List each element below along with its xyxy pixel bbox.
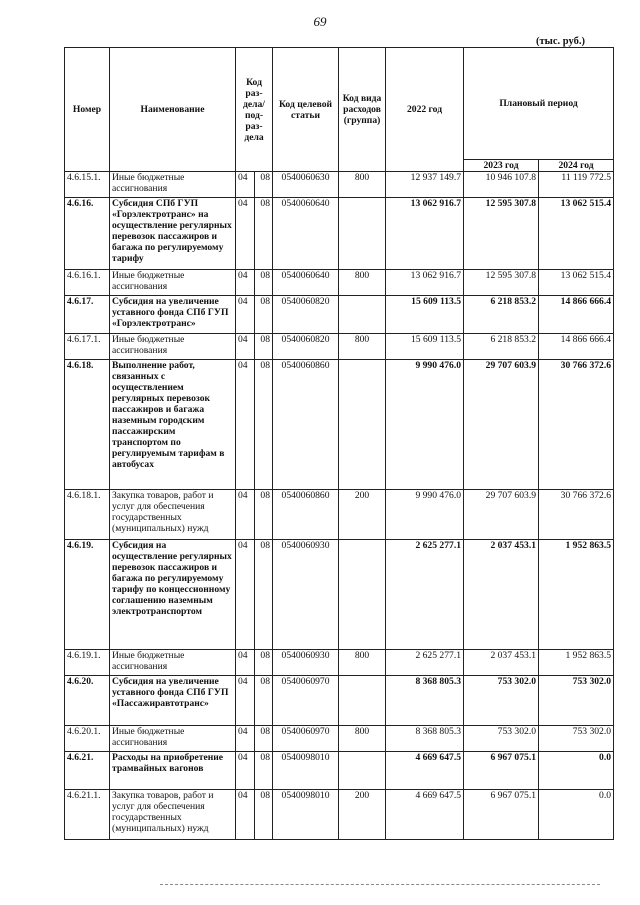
row-expense-cell (339, 752, 386, 790)
row-name-cell: Субсидия на увеличение уставного фонда СПб ГУП «Горэлектротранс» (110, 296, 236, 334)
row-2024-cell: 30 766 372.6 (539, 360, 614, 490)
row-2023-cell: 6 967 075.1 (464, 752, 539, 790)
row-target-cell: 0540060860 (273, 360, 339, 490)
row-target-cell: 0540060640 (273, 198, 339, 270)
row-expense-cell: 800 (339, 172, 386, 198)
row-expense-cell: 800 (339, 650, 386, 676)
row-number-cell: 4.6.15.1. (65, 172, 110, 198)
row-target-cell: 0540098010 (273, 790, 339, 840)
row-subsection-cell: 08 (255, 490, 273, 540)
header-planned: Плановый период (464, 48, 614, 160)
header-2023: 2023 год (464, 160, 539, 172)
row-subsection-cell: 08 (255, 540, 273, 650)
row-target-cell: 0540060930 (273, 540, 339, 650)
header-number: Номер (65, 48, 110, 172)
row-2024-cell: 1 952 863.5 (539, 540, 614, 650)
row-name-cell: Иные бюджетные ассигнования (110, 172, 236, 198)
row-2022-cell: 13 062 916.7 (386, 270, 464, 296)
row-subsection-cell: 08 (255, 790, 273, 840)
row-2023-cell: 10 946 107.8 (464, 172, 539, 198)
row-subsection-cell: 08 (255, 676, 273, 726)
row-2022-cell: 4 669 647.5 (386, 790, 464, 840)
row-number-cell: 4.6.20. (65, 676, 110, 726)
table-row (65, 296, 614, 334)
row-target-cell: 0540060820 (273, 334, 339, 360)
row-2023-cell: 29 707 603.9 (464, 490, 539, 540)
row-2023-cell: 6 967 075.1 (464, 790, 539, 840)
table-row (65, 650, 614, 676)
row-target-cell: 0540060630 (273, 172, 339, 198)
row-2023-cell: 753 302.0 (464, 676, 539, 726)
row-number-cell: 4.6.20.1. (65, 726, 110, 752)
table-row (65, 360, 614, 490)
row-expense-cell: 200 (339, 490, 386, 540)
row-2024-cell: 1 952 863.5 (539, 650, 614, 676)
row-target-cell: 0540060860 (273, 490, 339, 540)
header-target: Код целевой статьи (273, 48, 339, 172)
row-2024-cell: 0.0 (539, 752, 614, 790)
row-number-cell: 4.6.18. (65, 360, 110, 490)
row-section-cell: 04 (236, 198, 255, 270)
table-row (65, 540, 614, 650)
row-name-cell: Закупка товаров, работ и услуг для обеспечения государственных (муниципальных) нужд (110, 490, 236, 540)
row-name-cell: Субсидия СПб ГУП «Горэлектротранс» на осуществление регулярных перевозок пассажиров и багажа по регулируемому тарифу (110, 198, 236, 270)
row-number-cell: 4.6.21.1. (65, 790, 110, 840)
row-name-cell: Субсидия на увеличение уставного фонда СПб ГУП «Пассажиравтотранс» (110, 676, 236, 726)
row-2024-cell: 13 062 515.4 (539, 270, 614, 296)
table-row (65, 790, 614, 840)
row-name-cell: Иные бюджетные ассигнования (110, 650, 236, 676)
row-2023-cell: 6 218 853.2 (464, 334, 539, 360)
row-2023-cell: 12 595 307.8 (464, 198, 539, 270)
row-subsection-cell: 08 (255, 270, 273, 296)
table-row (65, 270, 614, 296)
row-section-cell: 04 (236, 360, 255, 490)
row-2024-cell: 14 866 666.4 (539, 334, 614, 360)
row-2024-cell: 753 302.0 (539, 676, 614, 726)
row-target-cell: 0540060970 (273, 676, 339, 726)
row-2022-cell: 13 062 916.7 (386, 198, 464, 270)
row-2024-cell: 0.0 (539, 790, 614, 840)
row-2023-cell: 29 707 603.9 (464, 360, 539, 490)
row-2022-cell: 12 937 149.7 (386, 172, 464, 198)
header-row (65, 48, 614, 160)
table-row (65, 490, 614, 540)
row-expense-cell: 800 (339, 726, 386, 752)
row-section-cell: 04 (236, 296, 255, 334)
row-target-cell: 0540098010 (273, 752, 339, 790)
row-2024-cell: 753 302.0 (539, 726, 614, 752)
row-2023-cell: 2 037 453.1 (464, 540, 539, 650)
row-section-cell: 04 (236, 540, 255, 650)
row-name-cell: Иные бюджетные ассигнования (110, 270, 236, 296)
row-name-cell: Расходы на приобретение трамвайных вагонов (110, 752, 236, 790)
table-row (65, 726, 614, 752)
row-number-cell: 4.6.17. (65, 296, 110, 334)
row-subsection-cell: 08 (255, 360, 273, 490)
row-target-cell: 0540060970 (273, 726, 339, 752)
header-section: Код раз-дела/ под-раз-дела (236, 48, 273, 172)
row-section-cell: 04 (236, 790, 255, 840)
row-name-cell: Иные бюджетные ассигнования (110, 726, 236, 752)
scan-artifact-line (160, 884, 600, 887)
row-expense-cell (339, 296, 386, 334)
row-number-cell: 4.6.18.1. (65, 490, 110, 540)
row-2022-cell: 15 609 113.5 (386, 334, 464, 360)
row-expense-cell (339, 676, 386, 726)
row-subsection-cell: 08 (255, 334, 273, 360)
row-2022-cell: 15 609 113.5 (386, 296, 464, 334)
header-name: Наименование (110, 48, 236, 172)
row-2024-cell: 14 866 666.4 (539, 296, 614, 334)
row-expense-cell (339, 540, 386, 650)
row-section-cell: 04 (236, 650, 255, 676)
table-row (65, 752, 614, 790)
row-subsection-cell: 08 (255, 296, 273, 334)
row-subsection-cell: 08 (255, 198, 273, 270)
row-number-cell: 4.6.21. (65, 752, 110, 790)
row-section-cell: 04 (236, 172, 255, 198)
row-section-cell: 04 (236, 752, 255, 790)
row-subsection-cell: 08 (255, 172, 273, 198)
row-expense-cell: 800 (339, 270, 386, 296)
budget-table (64, 47, 614, 840)
page-number: 69 (313, 14, 327, 29)
header-2024: 2024 год (539, 160, 614, 172)
row-2022-cell: 2 625 277.1 (386, 540, 464, 650)
row-2022-cell: 4 669 647.5 (386, 752, 464, 790)
row-target-cell: 0540060930 (273, 650, 339, 676)
row-expense-cell (339, 360, 386, 490)
table-row (65, 334, 614, 360)
header-expense: Код вида расходов (группа) (339, 48, 386, 172)
row-number-cell: 4.6.16.1. (65, 270, 110, 296)
row-section-cell: 04 (236, 270, 255, 296)
row-expense-cell (339, 198, 386, 270)
row-target-cell: 0540060820 (273, 296, 339, 334)
row-section-cell: 04 (236, 676, 255, 726)
row-section-cell: 04 (236, 490, 255, 540)
row-2022-cell: 9 990 476.0 (386, 360, 464, 490)
row-2023-cell: 753 302.0 (464, 726, 539, 752)
row-number-cell: 4.6.19.1. (65, 650, 110, 676)
row-2024-cell: 30 766 372.6 (539, 490, 614, 540)
row-name-cell: Закупка товаров, работ и услуг для обеспечения государственных (муниципальных) нужд (110, 790, 236, 840)
header-2022: 2022 год (386, 48, 464, 172)
row-subsection-cell: 08 (255, 752, 273, 790)
row-section-cell: 04 (236, 334, 255, 360)
row-name-cell: Выполнение работ, связанных с осуществлением регулярных перевозок пассажиров и багажа наземным городским пассажирским транспортом по регулируемым тарифам в автобусах (110, 360, 236, 490)
table-body (65, 172, 614, 840)
row-2024-cell: 11 119 772.5 (539, 172, 614, 198)
row-section-cell: 04 (236, 726, 255, 752)
table-row (65, 172, 614, 198)
row-expense-cell: 800 (339, 334, 386, 360)
row-2022-cell: 8 368 805.3 (386, 726, 464, 752)
row-2023-cell: 2 037 453.1 (464, 650, 539, 676)
units-label: (тыс. руб.) (536, 36, 585, 47)
row-number-cell: 4.6.17.1. (65, 334, 110, 360)
row-number-cell: 4.6.16. (65, 198, 110, 270)
row-subsection-cell: 08 (255, 726, 273, 752)
row-target-cell: 0540060640 (273, 270, 339, 296)
row-2024-cell: 13 062 515.4 (539, 198, 614, 270)
row-2022-cell: 8 368 805.3 (386, 676, 464, 726)
row-2022-cell: 2 625 277.1 (386, 650, 464, 676)
row-number-cell: 4.6.19. (65, 540, 110, 650)
table-row (65, 198, 614, 270)
row-2022-cell: 9 990 476.0 (386, 490, 464, 540)
row-name-cell: Субсидия на осуществление регулярных перевозок пассажиров и багажа по регулируемому тарифу по концессионному соглашению наземным электротранспортом (110, 540, 236, 650)
row-expense-cell: 200 (339, 790, 386, 840)
row-subsection-cell: 08 (255, 650, 273, 676)
row-2023-cell: 12 595 307.8 (464, 270, 539, 296)
row-2023-cell: 6 218 853.2 (464, 296, 539, 334)
row-name-cell: Иные бюджетные ассигнования (110, 334, 236, 360)
table-row (65, 676, 614, 726)
